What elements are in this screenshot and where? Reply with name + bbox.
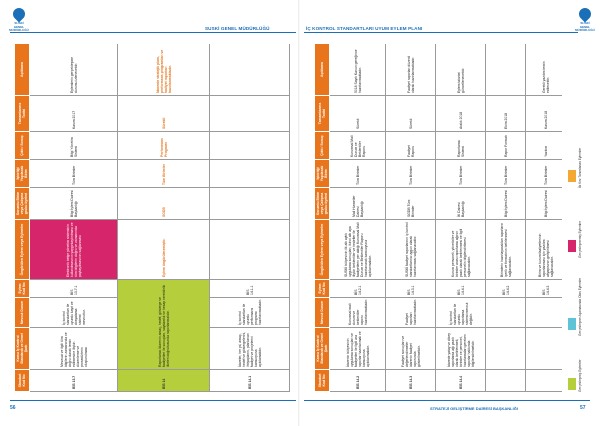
cell-output: Performans Programı bbox=[118, 132, 210, 160]
footer-department-title: STRATEJİ GELİŞTİRME DAİRESİ BAŞKANLIĞI bbox=[430, 406, 518, 411]
cell-code: BİS 14.4 bbox=[436, 370, 486, 392]
cell-action-code: BİS 14.4.3 bbox=[526, 280, 563, 298]
cell-action-code: BİS 14.2.1 bbox=[330, 280, 386, 298]
cell-output bbox=[210, 132, 290, 160]
cell-action-code: BİS 14.4.1 bbox=[436, 280, 486, 298]
cell-cooperation: Tüm Birimler bbox=[486, 160, 526, 188]
cell-code: BİS 14.1 bbox=[210, 370, 290, 392]
table-row bbox=[330, 44, 386, 392]
cell-output: Bilgi Yönetim Sistemi bbox=[30, 132, 118, 160]
cell-action-code: BİS 14.1.1 bbox=[210, 280, 290, 298]
cell-cooperation: Tüm Birimler bbox=[118, 160, 210, 188]
right-header-title: İÇ KONTROL STANDARTLARI UYUM EYLEM PLANI bbox=[306, 26, 423, 31]
table-row bbox=[526, 44, 563, 392]
cell-output: Faaliyet Raporu bbox=[386, 132, 436, 160]
cell-action: Birim ve kurum faaliyetlerinin raporlanması için yazılım altyapısının geliştirilmesi sağlanacaktır. bbox=[526, 220, 563, 280]
legend-swatch-orange bbox=[568, 170, 576, 182]
cell-note: Gerekli yazılım temin edilecektir. bbox=[526, 44, 563, 96]
cell-date: Aralık 2018 bbox=[436, 96, 486, 132]
cell-status bbox=[486, 298, 526, 328]
cell-note: 5018 Sayılı Kanun gereğince hazırlanmaktadır. bbox=[330, 44, 386, 96]
col-responsible: Sorumlu Birim veya Çalışma grubu üyeleri bbox=[15, 188, 30, 220]
cell-action: SUSKİ bütçesinin ilk altı aylık uygulama sonuçları, ikinci altı aya ilişkin beklentiler ve hedefler ile faaliyetlerin yer aldığı Kurumsal Mali Durum ve Beklentiler Raporu hazırlanarak kamuoyuna açıklanmalıdır. bbox=[330, 220, 386, 280]
col-action: Öngörülen Eylem veya Eylemler bbox=[15, 220, 30, 280]
cell-code: BİS 13.7 bbox=[30, 370, 118, 392]
cell-date: Kasım 2018 bbox=[526, 96, 563, 132]
col-standard-code: Standart Kod No bbox=[15, 370, 30, 392]
col-output: Çıktı / Sonuç bbox=[15, 132, 30, 160]
cell-cooperation bbox=[210, 160, 290, 188]
table-header-row bbox=[15, 44, 30, 392]
cell-note bbox=[210, 44, 290, 96]
table-row bbox=[30, 44, 118, 392]
cell-action: Kurum personeli, yöneticiler ve birimler arası raporlama ağının yazılı olarak belirlenmesi ve ilgili personelin bilgilendirilmesi sağlanacaktır. bbox=[436, 220, 486, 280]
logo-text: SUSKİ GENEL MÜDÜRLÜĞÜ bbox=[9, 21, 29, 32]
logo-text: SUSKİ GENEL MÜDÜRLÜĞÜ bbox=[575, 21, 595, 32]
cell-status bbox=[526, 298, 563, 328]
table-header-row bbox=[315, 44, 330, 392]
cell-standard bbox=[526, 328, 563, 370]
cell-responsible: İK Dairesi Başkanlığı bbox=[436, 188, 486, 220]
right-footer-rule bbox=[304, 400, 590, 401]
cell-responsible: Bilgi İşlem Dairesi bbox=[486, 188, 526, 220]
cell-code: BİS 14.3 bbox=[386, 370, 436, 392]
cell-action-code: BİS 14.4.2 bbox=[486, 280, 526, 298]
cell-status: İç kontrol standartları ile uyumlu kayıt ve dosyalama sistemi mevcuttur. bbox=[30, 298, 118, 328]
cell-code bbox=[526, 370, 563, 392]
suski-logo bbox=[574, 8, 596, 34]
col-status: Mevcut Durum bbox=[15, 298, 30, 328]
cell-note: Faaliyet raporları düzenli olarak hazırlanmaktadır. bbox=[386, 44, 436, 96]
cell-cooperation: Tüm Birimler bbox=[386, 160, 436, 188]
left-header-title: SUSKİ GENEL MÜDÜRLÜĞÜ bbox=[205, 26, 270, 31]
col-status: Mevcut Durum bbox=[315, 298, 330, 328]
cell-note bbox=[486, 44, 526, 96]
cell-date: Sürekli bbox=[118, 96, 210, 132]
cell-action bbox=[210, 220, 290, 280]
table-row bbox=[436, 44, 486, 392]
right-table-area bbox=[314, 44, 562, 392]
cell-date: Sürekli bbox=[386, 96, 436, 132]
legend-label-green: Gerçekleşmiş Eylemler bbox=[578, 359, 582, 392]
col-standard-code: Standart Kod No bbox=[315, 370, 330, 392]
cell-responsible bbox=[210, 188, 290, 220]
cell-cooperation: Tüm Birimler bbox=[30, 160, 118, 188]
table-row bbox=[386, 44, 436, 392]
cell-code: BİS 14.2 bbox=[330, 370, 386, 392]
legend-label-orange: İlk Kez Tanımlanan Eylemler bbox=[578, 147, 582, 188]
cell-standard: Faaliyet sonuçları ve değerlendirmeler idarenin faaliyet raporunda gösterilmelidir. bbox=[386, 328, 436, 370]
cell-standard: İdareler, her yıl, amaç, hedef ve göstergelerini, ihtiyaçlarını, planlanan faaliyet ve projelerini kamuoyuna açıklamalıdır. bbox=[210, 328, 290, 370]
drop-icon bbox=[577, 6, 594, 23]
cell-action: Birimlerin hazırlayacakları raporların içerik ve formatının belirlenmesi sağlanacaktır. bbox=[486, 220, 526, 280]
col-cooperation: İşbirliği Yapılacak Birim bbox=[15, 160, 30, 188]
col-date: Tamamlanma Tarihi bbox=[315, 96, 330, 132]
legend-swatch-green bbox=[568, 378, 576, 390]
cell-note: İdarenin stratejik planı, performans programları ve faaliyet raporları hazırlanmaktadır. bbox=[118, 44, 210, 96]
suski-logo bbox=[8, 8, 30, 34]
col-responsible: Sorumlu Birim veya Çalışma grubu üyeleri bbox=[315, 188, 330, 220]
page-number-left: 56 bbox=[10, 405, 16, 411]
cell-date bbox=[210, 96, 290, 132]
cell-cooperation: Tüm Birimler bbox=[526, 160, 563, 188]
legend-label-blue: Gerçekleşme Aşamasında Olan Eylemler bbox=[578, 277, 582, 336]
col-output: Çıktı / Sonuç bbox=[315, 132, 330, 160]
cell-responsible: SGDB Tüm Birimler bbox=[386, 188, 436, 220]
right-page bbox=[300, 0, 600, 426]
cell-note: Eylem takvimi güncellenecektir. bbox=[436, 44, 486, 96]
cell-status: Faaliyet raporları hazırlanmaktadır. bbox=[386, 298, 436, 328]
cell-responsible: Bilgi İşlem Dairesi bbox=[526, 188, 563, 220]
col-standard: Kamu İç Kontrol Standardı ve Genel Şartı bbox=[15, 328, 30, 370]
left-action-table bbox=[14, 44, 290, 392]
cell-output: Raporlama Sistemi bbox=[436, 132, 486, 160]
left-header-rule bbox=[10, 32, 296, 33]
cell-output: Kurumsal Mali Durum ve Beklentiler Raporu bbox=[330, 132, 386, 160]
cell-status: İç kontrol standartları ile uyumlu performans programı hazırlanmaktadır. bbox=[210, 298, 290, 328]
cell-responsible: Mali Hizmetler Dairesi Başkanlığı bbox=[330, 188, 386, 220]
cell-action-code: BİS 13.7.1 bbox=[30, 280, 118, 298]
cell-cooperation: Tüm Birimler bbox=[330, 160, 386, 188]
cell-output: Rapor Formatı bbox=[486, 132, 526, 160]
cell-status: Kurumsal mali durum ve beklentiler raporu hazırlanmaktadır. bbox=[330, 298, 386, 328]
col-action: Öngörülen Eylem veya Eylemler bbox=[315, 220, 330, 280]
table-row bbox=[486, 44, 526, 392]
page-number-right: 57 bbox=[580, 405, 586, 411]
col-action-code: Eylem Kod No bbox=[15, 280, 30, 298]
col-date: Tamamlanma Tarihi bbox=[15, 96, 30, 132]
cell-action: Eylem öngörülmemiştir. bbox=[118, 220, 210, 280]
col-cooperation: İşbirliği Yapılacak Birim bbox=[315, 160, 330, 188]
drop-icon bbox=[11, 6, 28, 23]
right-action-table bbox=[314, 44, 562, 392]
cell-standard: İdarenin bütçesinin uygulama sonuçları ve faaliyetleri ile ilgili ara raporlar hazırlanmalı ve kamuoyuna açıklanmalıdır. bbox=[330, 328, 386, 370]
left-table-area bbox=[14, 44, 292, 392]
legend-label-pink: Gerçekleşmemiş Eylemler bbox=[578, 220, 582, 258]
col-action-code: Eylem Kod No bbox=[315, 280, 330, 298]
cell-code: BİS 14 bbox=[118, 370, 210, 392]
cell-action: Elektronik belge yönetim sisteminin kullanılmasının yaygınlaştırılması ve tüm bilgilerin doğru ve zamanında paylaşılmasının sağlanması bbox=[30, 220, 118, 280]
cell-standard: Raporlama: İdarenin amaç, hedef, gösterge ve faaliyetleri ile sonuçları, saydamlık ve hesap verebilirlik ilkeleri doğrultusunda raporlanmalıdır. bbox=[118, 280, 210, 370]
cell-cooperation: Tüm Birimler bbox=[436, 160, 486, 188]
cell-standard: Mevzuat ve ilgili tüm bilgilerin zamanında ve doğru olarak temin edilmesine ilişkin düzenleme ve prosedürlerin oluşturulması bbox=[30, 328, 118, 370]
cell-action: SUSKİ faaliyet raporlarının iç kontrol standartlarına uygun olarak hazırlanması sağlanacaktır. bbox=[386, 220, 436, 280]
cell-action-code: BİS 14.3.1 bbox=[386, 280, 436, 298]
col-note: Açıklama bbox=[315, 44, 330, 96]
col-note: Açıklama bbox=[15, 44, 30, 96]
left-footer-rule bbox=[10, 400, 296, 401]
table-row bbox=[118, 44, 210, 392]
cell-responsible: Bilgi İşlem Dairesi Başkanlığı bbox=[30, 188, 118, 220]
cell-responsible: SGDB bbox=[118, 188, 210, 220]
cell-date: Ekim 2018 bbox=[486, 96, 526, 132]
cell-standard bbox=[486, 328, 526, 370]
cell-status: İç kontrol standartları ile uyumlu raporlama sistemi mevcut değildir. bbox=[436, 298, 486, 328]
table-row bbox=[210, 44, 290, 392]
cell-output: Yazılım bbox=[526, 132, 563, 160]
cell-standard: İdarede yatay ve dikey raporlama ağı yazılı olarak belirlenmeli, birimler ve personel, hazırlamaları gereken raporlar hakkında bilgilendirilmelidir. bbox=[436, 328, 486, 370]
right-header-rule bbox=[304, 32, 578, 33]
col-standard: Kamu İç Kontrol Standardı ve Genel Şartı bbox=[315, 328, 330, 370]
cell-note: Eylemlerin gerçekleşme durumu izlenecektir. bbox=[30, 44, 118, 96]
cell-date: Kasım 2017 bbox=[30, 96, 118, 132]
legend-swatch-blue bbox=[568, 318, 576, 330]
cell-code bbox=[486, 370, 526, 392]
legend-swatch-pink bbox=[568, 240, 576, 252]
cell-date: Sürekli bbox=[330, 96, 386, 132]
